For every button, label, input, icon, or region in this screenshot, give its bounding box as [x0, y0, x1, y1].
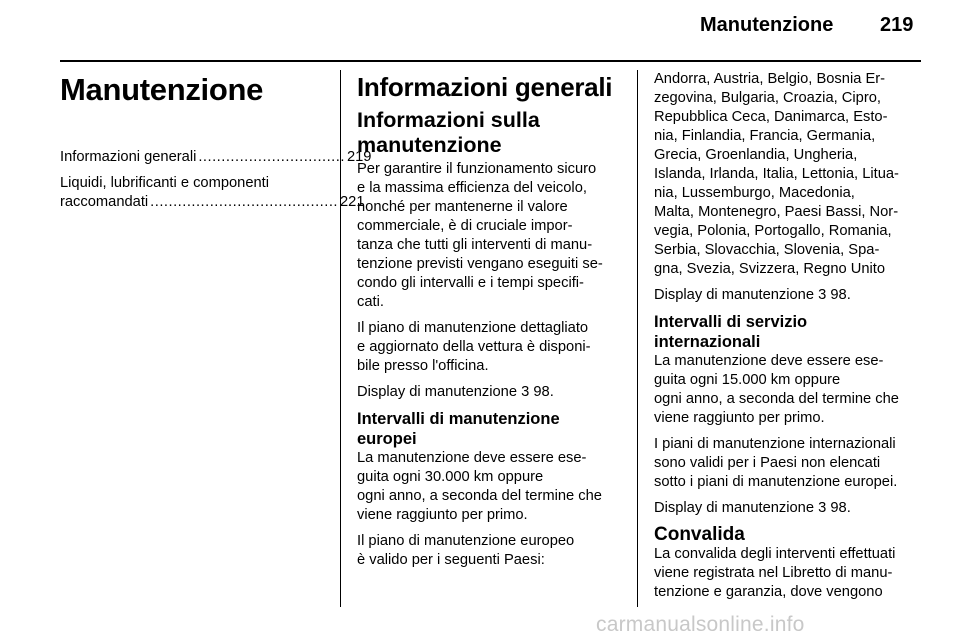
toc-entry[interactable] — [60, 148, 372, 167]
paragraph: La convalida degli interventi effettuati viene registrata nel Libretto di manu- tenzione e garanzia, dove vengono — [654, 546, 896, 600]
toc-leader: ................................ — [198, 149, 345, 165]
toc-label: Informazioni generali — [60, 149, 197, 165]
paragraph: I piani di manutenzione internazionali sono validi per i Paesi non elencati sotto i piani di manutenzione europei. — [654, 436, 898, 490]
paragraph: La manutenzione deve essere ese- guita ogni 15.000 km oppure ogni anno, a seconda del termine che viene raggiunto per primo. — [654, 353, 899, 426]
running-header-title: Manutenzione — [700, 14, 834, 36]
toc-page: 221 — [339, 194, 365, 210]
country-list: Andorra, Austria, Belgio, Bosnia Er- zegovina, Bulgaria, Croazia, Cipro, Repubblica Ceca, Danimarca, Esto- nia, Finlandia, Francia, Germania, Grecia, Groenlandia, Ungheria, Islanda, Irlanda, Italia, Lettonia, Litua- nia, Lussemburgo, Macedonia, Malta, Montenegro, Paesi Bassi, Nor- vegia, Polonia, Portogallo, Romania, Serbia, Slovacchia, Slovenia, Spa- gna, Svezia, Svizzera, Regno Unito — [654, 71, 899, 277]
header-rule — [60, 60, 921, 62]
page-ref-arrow-icon: 3 — [521, 384, 530, 400]
page-ref-arrow-icon: 3 — [818, 287, 827, 303]
chapter-title: Manutenzione — [60, 72, 264, 107]
toc-entry[interactable] — [60, 174, 365, 212]
body-column-3 — [654, 70, 922, 609]
cross-reference[interactable]: Display di manutenzione 3 98. — [654, 287, 851, 303]
subheading-validation: Convalida — [654, 524, 745, 545]
paragraph: Il piano di manutenzione europeo è valido per i seguenti Paesi: — [357, 533, 575, 568]
cross-reference[interactable]: Display di manutenzione 3 98. — [654, 500, 851, 516]
page-number: 219 — [880, 14, 914, 36]
section-title: Informazioni generali — [357, 72, 613, 102]
column-divider-2 — [637, 70, 638, 607]
toc-page: 219 — [346, 149, 372, 165]
paragraph: Per garantire il funzionamento sicuro e la massima efficienza del veicolo, nonché per mantenerne il valore commerciale, è di cruciale impor- tanza che tutti gli interventi di manu- tenzione previsti vengano eseguiti se- condo gli intervalli e i tempi specifi- cati. — [357, 161, 603, 310]
cross-reference[interactable]: Display di manutenzione 3 98. — [357, 384, 554, 400]
toc-leader: ......................................... — [150, 194, 338, 210]
body-column-2 — [357, 70, 623, 577]
subsection-title: Informazioni sulla manutenzione — [357, 108, 540, 157]
subheading-european-intervals: Intervalli di manutenzione europei — [357, 410, 560, 448]
page-ref-arrow-icon: 3 — [818, 500, 827, 516]
toc-label: raccomandati — [60, 194, 149, 210]
paragraph: La manutenzione deve essere ese- guita ogni 30.000 km oppure ogni anno, a seconda del termine che viene raggiunto per primo. — [357, 450, 602, 523]
paragraph: Il piano di manutenzione dettagliato e aggiornato della vettura è disponi- bile presso l'officina. — [357, 320, 591, 374]
toc-column — [60, 70, 372, 219]
watermark: carmanualsonline.info — [596, 613, 805, 636]
subheading-international-intervals: Intervalli di servizio internazionali — [654, 313, 808, 351]
toc-label-line: Liquidi, lubrificanti e componenti — [60, 175, 270, 191]
